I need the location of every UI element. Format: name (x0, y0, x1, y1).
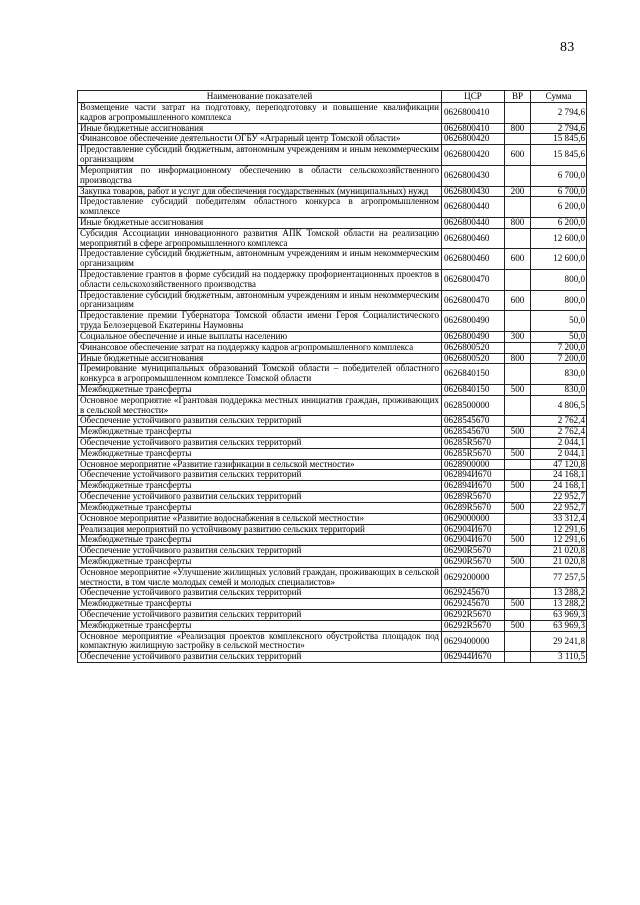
table-row (78, 599, 587, 610)
table-row (78, 311, 587, 332)
row-name-cell: Финансовое обеспечение затрат на поддержку кадров агропромышленного комплекса (78, 342, 442, 353)
row-vr-cell (505, 134, 531, 145)
row-name-cell: Обеспечение устойчивого развития сельских территорий (78, 470, 442, 481)
row-name-cell: Предоставление субсидий победителям областного конкурса в агропромышленном комплексе (78, 197, 442, 218)
row-name-cell: Предоставление субсидий бюджетным, автономным учреждениям и иным некоммерческим организациям (78, 145, 442, 166)
row-vr-cell (505, 311, 531, 332)
table-row (78, 186, 587, 197)
row-csr-cell: 0626800520 (442, 353, 505, 364)
row-sum-cell: 6 700,0 (531, 165, 587, 186)
row-name-cell: Обеспечение устойчивого развития сельских территорий (78, 492, 442, 503)
row-vr-cell (505, 567, 531, 588)
row-csr-cell: 0629000000 (442, 513, 505, 524)
row-vr-cell: 500 (505, 535, 531, 546)
row-vr-cell: 500 (505, 599, 531, 610)
row-sum-cell: 50,0 (531, 311, 587, 332)
row-vr-cell (505, 652, 531, 663)
row-csr-cell: 0628900000 (442, 459, 505, 470)
row-csr-cell: 06289R5670 (442, 492, 505, 503)
row-vr-cell (505, 416, 531, 427)
row-csr-cell: 062894И670 (442, 481, 505, 492)
row-sum-cell: 15 845,6 (531, 134, 587, 145)
row-csr-cell: 0626800520 (442, 342, 505, 353)
row-vr-cell (505, 546, 531, 557)
table-row (78, 588, 587, 599)
row-csr-cell: 06292R5670 (442, 610, 505, 621)
row-csr-cell: 06292R5670 (442, 620, 505, 631)
row-vr-cell (505, 492, 531, 503)
row-name-cell: Межбюджетные трансферты (78, 620, 442, 631)
row-name-cell: Межбюджетные трансферты (78, 427, 442, 438)
table-row (78, 652, 587, 663)
row-csr-cell: 0629245670 (442, 599, 505, 610)
row-sum-cell: 2 762,4 (531, 416, 587, 427)
row-sum-cell: 63 969,3 (531, 610, 587, 621)
row-sum-cell: 7 200,0 (531, 342, 587, 353)
row-name-cell: Обеспечение устойчивого развития сельских территорий (78, 546, 442, 557)
row-csr-cell: 06285R5670 (442, 438, 505, 449)
row-csr-cell: 0628545670 (442, 427, 505, 438)
row-sum-cell: 12 291,6 (531, 535, 587, 546)
row-vr-cell: 500 (505, 448, 531, 459)
row-vr-cell (505, 610, 531, 621)
row-vr-cell: 800 (505, 217, 531, 228)
row-name-cell: Закупка товаров, работ и услуг для обеспечения государственных (муниципальных) нужд (78, 186, 442, 197)
row-name-cell: Основное мероприятие «Развитие водоснабжения в сельской местности» (78, 513, 442, 524)
row-name-cell: Межбюджетные трансферты (78, 448, 442, 459)
row-sum-cell: 12 600,0 (531, 249, 587, 270)
row-csr-cell: 0626800430 (442, 165, 505, 186)
row-name-cell: Обеспечение устойчивого развития сельских территорий (78, 438, 442, 449)
table-row (78, 342, 587, 353)
row-sum-cell: 50,0 (531, 331, 587, 342)
row-sum-cell: 63 969,3 (531, 620, 587, 631)
row-sum-cell: 24 168,1 (531, 470, 587, 481)
row-name-cell: Реализация мероприятий по устойчивому развитию сельских территорий (78, 524, 442, 535)
table-row (78, 427, 587, 438)
row-sum-cell: 12 291,6 (531, 524, 587, 535)
row-sum-cell: 12 600,0 (531, 228, 587, 249)
row-vr-cell (505, 513, 531, 524)
table-row (78, 165, 587, 186)
table-header-row (78, 91, 587, 103)
row-name-cell: Межбюджетные трансферты (78, 599, 442, 610)
row-csr-cell: 0626800460 (442, 249, 505, 270)
row-vr-cell: 500 (505, 427, 531, 438)
row-csr-cell: 0628500000 (442, 395, 505, 416)
row-name-cell: Обеспечение устойчивого развития сельских территорий (78, 416, 442, 427)
row-name-cell: Межбюджетные трансферты (78, 556, 442, 567)
row-name-cell: Межбюджетные трансферты (78, 535, 442, 546)
table-row (78, 145, 587, 166)
header-vr: ВР (505, 91, 531, 103)
row-vr-cell: 500 (505, 502, 531, 513)
row-sum-cell: 830,0 (531, 364, 587, 385)
row-name-cell: Предоставление субсидий бюджетным, автономным учреждениям и иным некоммерческим организациям (78, 290, 442, 311)
row-name-cell: Мероприятия по информационному обеспечению в области сельскохозяйственного производства (78, 165, 442, 186)
table-row (78, 631, 587, 652)
row-sum-cell: 7 200,0 (531, 353, 587, 364)
row-sum-cell: 2 044,1 (531, 448, 587, 459)
row-sum-cell: 33 312,4 (531, 513, 587, 524)
row-vr-cell (505, 364, 531, 385)
table-row (78, 228, 587, 249)
table-row (78, 384, 587, 395)
row-name-cell: Основное мероприятие «Улучшение жилищных условий граждан, проживающих в сельской местности, в том числе молодых семей и молодых специалистов» (78, 567, 442, 588)
row-csr-cell: 0626800440 (442, 217, 505, 228)
table-row (78, 513, 587, 524)
row-vr-cell: 600 (505, 290, 531, 311)
row-sum-cell: 800,0 (531, 290, 587, 311)
table-row (78, 438, 587, 449)
row-name-cell: Социальное обеспечение и иные выплаты населению (78, 331, 442, 342)
row-sum-cell: 4 806,5 (531, 395, 587, 416)
row-name-cell: Межбюджетные трансферты (78, 384, 442, 395)
table-row (78, 103, 587, 124)
table-body (78, 103, 587, 663)
row-vr-cell (505, 197, 531, 218)
row-name-cell: Межбюджетные трансферты (78, 481, 442, 492)
table-row (78, 123, 587, 134)
table-row (78, 331, 587, 342)
row-name-cell: Иные бюджетные ассигнования (78, 123, 442, 134)
row-csr-cell: 062904И670 (442, 535, 505, 546)
row-csr-cell: 0626800420 (442, 134, 505, 145)
row-sum-cell: 6 200,0 (531, 197, 587, 218)
row-sum-cell: 77 257,5 (531, 567, 587, 588)
row-csr-cell: 0626800490 (442, 331, 505, 342)
table-row (78, 249, 587, 270)
row-csr-cell: 062944И670 (442, 652, 505, 663)
table-row (78, 620, 587, 631)
row-csr-cell: 06289R5670 (442, 502, 505, 513)
row-csr-cell: 0626840150 (442, 364, 505, 385)
row-name-cell: Финансовое обеспечение деятельности ОГБУ «Аграрный центр Томской области» (78, 134, 442, 145)
row-sum-cell: 47 120,8 (531, 459, 587, 470)
budget-table (77, 90, 587, 663)
table-row (78, 502, 587, 513)
row-sum-cell: 6 700,0 (531, 186, 587, 197)
row-name-cell: Иные бюджетные ассигнования (78, 217, 442, 228)
row-vr-cell: 800 (505, 123, 531, 134)
row-sum-cell: 29 241,8 (531, 631, 587, 652)
page-number: 83 (560, 40, 575, 55)
row-name-cell: Предоставление субсидий бюджетным, автономным учреждениям и иным некоммерческим организациям (78, 249, 442, 270)
row-csr-cell: 06285R5670 (442, 448, 505, 459)
table-row (78, 567, 587, 588)
table-row (78, 492, 587, 503)
row-vr-cell (505, 524, 531, 535)
row-sum-cell: 15 845,6 (531, 145, 587, 166)
row-sum-cell: 3 110,5 (531, 652, 587, 663)
row-csr-cell: 0626800410 (442, 103, 505, 124)
table-row (78, 459, 587, 470)
table-row (78, 481, 587, 492)
row-csr-cell: 06290R5670 (442, 546, 505, 557)
row-vr-cell (505, 395, 531, 416)
row-csr-cell: 062904И670 (442, 524, 505, 535)
row-vr-cell: 500 (505, 620, 531, 631)
row-vr-cell (505, 228, 531, 249)
row-vr-cell: 500 (505, 556, 531, 567)
row-sum-cell: 21 020,8 (531, 546, 587, 557)
row-vr-cell (505, 342, 531, 353)
table-row (78, 610, 587, 621)
row-name-cell: Обеспечение устойчивого развития сельских территорий (78, 610, 442, 621)
row-csr-cell: 0626800420 (442, 145, 505, 166)
row-sum-cell: 2 794,6 (531, 103, 587, 124)
row-name-cell: Основное мероприятие «Развитие газификации в сельской местности» (78, 459, 442, 470)
header-name: Наименование показателей (78, 91, 442, 103)
row-csr-cell: 0629400000 (442, 631, 505, 652)
row-sum-cell: 2 044,1 (531, 438, 587, 449)
row-csr-cell: 0626800440 (442, 197, 505, 218)
row-vr-cell: 600 (505, 145, 531, 166)
row-vr-cell: 600 (505, 249, 531, 270)
row-sum-cell: 830,0 (531, 384, 587, 395)
row-csr-cell: 0628545670 (442, 416, 505, 427)
table-row (78, 556, 587, 567)
table-row (78, 448, 587, 459)
row-name-cell: Иные бюджетные ассигнования (78, 353, 442, 364)
table-row (78, 134, 587, 145)
header-csr: ЦСР (442, 91, 505, 103)
row-sum-cell: 22 952,7 (531, 502, 587, 513)
row-sum-cell: 2 794,6 (531, 123, 587, 134)
table-row (78, 217, 587, 228)
table-row (78, 353, 587, 364)
row-vr-cell (505, 270, 531, 291)
table-row (78, 197, 587, 218)
row-csr-cell: 0626800410 (442, 123, 505, 134)
row-name-cell: Возмещение части затрат на подготовку, переподготовку и повышение квалификации кадров агропромышленного комплекса (78, 103, 442, 124)
row-csr-cell: 062894И670 (442, 470, 505, 481)
row-name-cell: Субсидия Ассоциации инновационного развития АПК Томской области на реализацию мероприятий в сфере агропромышленного комплекса (78, 228, 442, 249)
table-row (78, 416, 587, 427)
row-vr-cell (505, 631, 531, 652)
row-name-cell: Обеспечение устойчивого развития сельских территорий (78, 588, 442, 599)
row-sum-cell: 13 288,2 (531, 588, 587, 599)
row-sum-cell: 2 762,4 (531, 427, 587, 438)
table-row (78, 270, 587, 291)
row-vr-cell: 800 (505, 353, 531, 364)
row-csr-cell: 0626800470 (442, 290, 505, 311)
row-sum-cell: 21 020,8 (531, 556, 587, 567)
row-name-cell: Премирование муниципальных образований Томской области – победителей областного конкурса в агропромышленном комплексе Томской области (78, 364, 442, 385)
row-vr-cell: 200 (505, 186, 531, 197)
row-name-cell: Межбюджетные трансферты (78, 502, 442, 513)
row-name-cell: Обеспечение устойчивого развития сельских территорий (78, 652, 442, 663)
row-sum-cell: 24 168,1 (531, 481, 587, 492)
row-name-cell: Основное мероприятие «Грантовая поддержка местных инициатив граждан, проживающих в сельской местности» (78, 395, 442, 416)
table-row (78, 470, 587, 481)
row-name-cell: Предоставление грантов в форме субсидий на поддержку профориентационных проектов в области сельскохозяйственного производства (78, 270, 442, 291)
row-csr-cell: 0629245670 (442, 588, 505, 599)
row-csr-cell: 0626800470 (442, 270, 505, 291)
row-sum-cell: 22 952,7 (531, 492, 587, 503)
row-vr-cell (505, 165, 531, 186)
row-name-cell: Основное мероприятие «Реализация проектов комплексного обустройства площадок под компактную жилищную застройку в сельской местности» (78, 631, 442, 652)
table-row (78, 395, 587, 416)
row-vr-cell: 300 (505, 331, 531, 342)
row-sum-cell: 800,0 (531, 270, 587, 291)
row-vr-cell (505, 470, 531, 481)
row-sum-cell: 6 200,0 (531, 217, 587, 228)
table-row (78, 364, 587, 385)
table-row (78, 535, 587, 546)
row-csr-cell: 0629200000 (442, 567, 505, 588)
row-vr-cell (505, 103, 531, 124)
table-row (78, 524, 587, 535)
table-row (78, 290, 587, 311)
row-name-cell: Предоставление премии Губернатора Томской области имени Героя Социалистического труда Белозерцевой Екатерины Наумовны (78, 311, 442, 332)
row-csr-cell: 0626800460 (442, 228, 505, 249)
row-csr-cell: 0626800490 (442, 311, 505, 332)
row-csr-cell: 06290R5670 (442, 556, 505, 567)
row-vr-cell: 500 (505, 384, 531, 395)
row-vr-cell (505, 459, 531, 470)
row-vr-cell (505, 438, 531, 449)
row-vr-cell (505, 588, 531, 599)
row-csr-cell: 0626840150 (442, 384, 505, 395)
table-row (78, 546, 587, 557)
row-csr-cell: 0626800430 (442, 186, 505, 197)
header-sum: Сумма (531, 91, 587, 103)
row-vr-cell: 500 (505, 481, 531, 492)
row-sum-cell: 13 288,2 (531, 599, 587, 610)
